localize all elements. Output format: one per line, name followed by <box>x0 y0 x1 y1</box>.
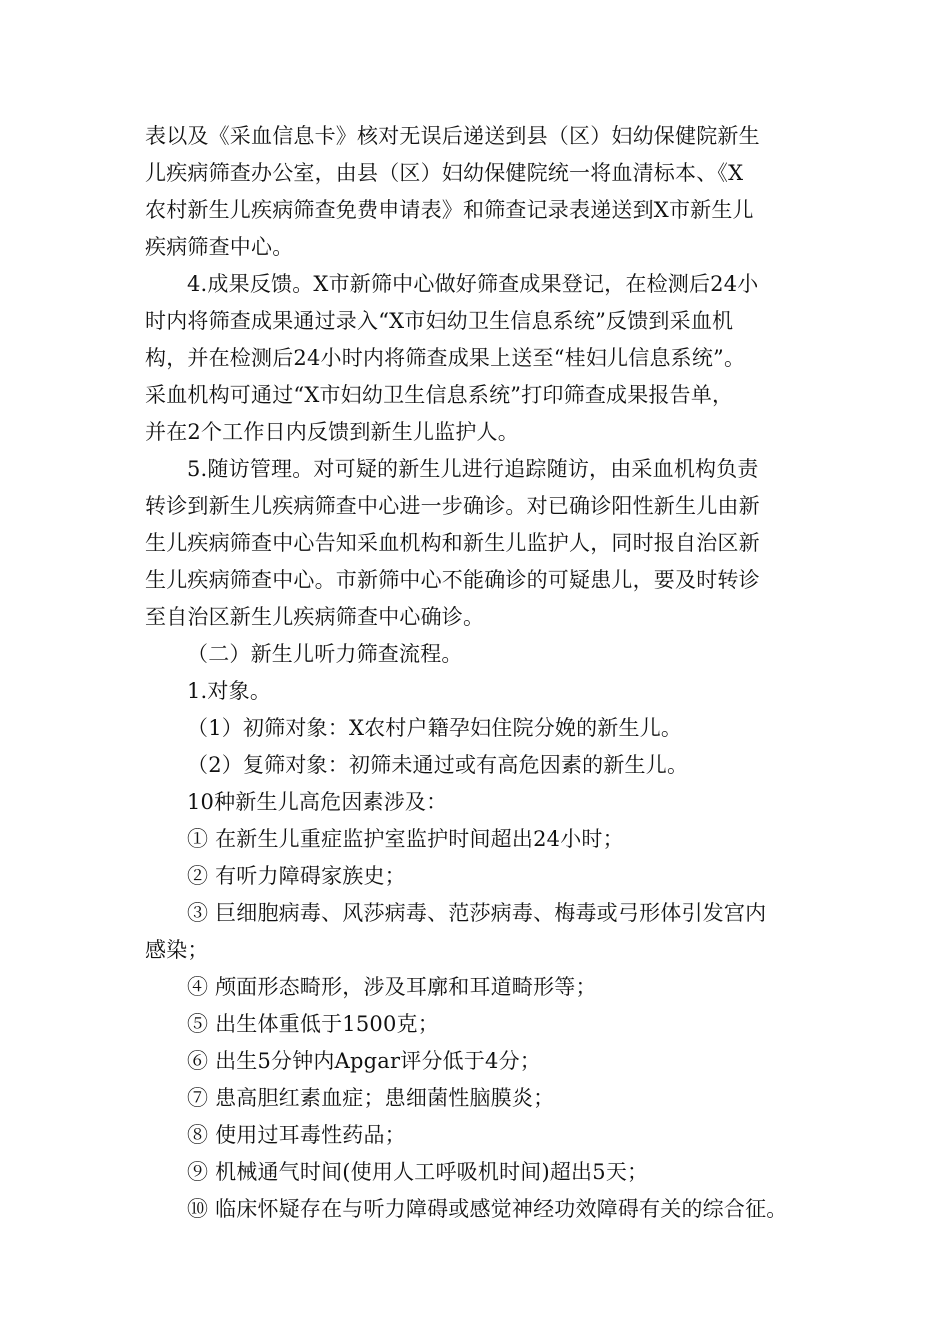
paragraph <box>145 636 810 673</box>
text-line: 感染； <box>145 938 209 962</box>
text-line: （2）复筛对象：初筛未通过或有高危因素的新生儿。 <box>187 753 689 777</box>
text-line: ⑨ 机械通气时间(使用人工呼吸机时间)超出5天； <box>187 1160 649 1184</box>
paragraph <box>145 266 810 451</box>
text-line: 农村新生儿疾病筛查免费申请表》和筛查记录表递送到X市新生儿 <box>145 198 754 222</box>
text-line: 5.随访管理。对可疑的新生儿进行追踪随访，由采血机构负责 <box>187 457 759 481</box>
paragraph <box>145 895 810 969</box>
paragraph <box>145 1043 810 1080</box>
text-line: ② 有听力障碍家族史； <box>187 864 406 888</box>
paragraph <box>145 747 810 784</box>
text-line: 4.成果反馈。X市新筛中心做好筛查成果登记，在检测后24小 <box>187 272 759 296</box>
text-line: ⑩ 临床怀疑存在与听力障碍或感觉神经功效障碍有关的综合征。 <box>187 1197 788 1221</box>
text-line: 儿疾病筛查办公室，由县（区）妇幼保健院统一将血清标本、《X <box>145 161 744 185</box>
paragraph <box>145 821 810 858</box>
paragraph <box>145 858 810 895</box>
text-line: 至自治区新生儿疾病筛查中心确诊。 <box>145 605 485 629</box>
paragraph <box>145 118 810 266</box>
paragraph <box>145 673 810 710</box>
text-line: ⑤ 出生体重低于1500克； <box>187 1012 439 1036</box>
text-line: ④ 颅面形态畸形，涉及耳廓和耳道畸形等； <box>187 975 597 999</box>
paragraph <box>145 784 810 821</box>
paragraph <box>145 1154 810 1191</box>
document-body <box>145 118 810 1228</box>
text-line: ① 在新生儿重症监护室监护时间超出24小时； <box>187 827 624 851</box>
paragraph <box>145 1191 810 1228</box>
text-line: 表以及《采血信息卡》核对无误后递送到县（区）妇幼保健院新生 <box>145 124 760 148</box>
text-line: （二）新生儿听力筛查流程。 <box>187 642 463 666</box>
text-line: 构，并在检测后24小时内将筛查成果上送至“桂妇儿信息系统”。 <box>145 346 746 370</box>
text-line: ⑧ 使用过耳毒性药品； <box>187 1123 406 1147</box>
text-line: 时内将筛查成果通过录入“X市妇幼卫生信息系统”反馈到采血机 <box>145 309 734 333</box>
paragraph <box>145 969 810 1006</box>
text-line: ③ 巨细胞病毒、风莎病毒、范莎病毒、梅毒或弓形体引发宫内 <box>187 901 767 925</box>
paragraph <box>145 1006 810 1043</box>
text-line: 1.对象。 <box>187 679 272 703</box>
paragraph <box>145 451 810 636</box>
paragraph <box>145 1117 810 1154</box>
text-line: 生儿疾病筛查中心告知采血机构和新生儿监护人，同时报自治区新 <box>145 531 760 555</box>
text-line: （1）初筛对象：X农村户籍孕妇住院分娩的新生儿。 <box>187 716 683 740</box>
text-line: 生儿疾病筛查中心。市新筛中心不能确诊的可疑患儿，要及时转诊 <box>145 568 760 592</box>
text-line: 并在2个工作日内反馈到新生儿监护人。 <box>145 420 519 444</box>
text-line: 10种新生儿高危因素涉及： <box>187 790 448 814</box>
text-line: 转诊到新生儿疾病筛查中心进一步确诊。对已确诊阳性新生儿由新 <box>145 494 760 518</box>
text-line: ⑦ 患高胆红素血症；患细菌性脑膜炎； <box>187 1086 555 1110</box>
paragraph <box>145 1080 810 1117</box>
text-line: ⑥ 出生5分钟内Apgar评分低于4分； <box>187 1049 542 1073</box>
paragraph <box>145 710 810 747</box>
text-line: 采血机构可通过“X市妇幼卫生信息系统”打印筛查成果报告单， <box>145 383 734 407</box>
text-line: 疾病筛查中心。 <box>145 235 294 259</box>
